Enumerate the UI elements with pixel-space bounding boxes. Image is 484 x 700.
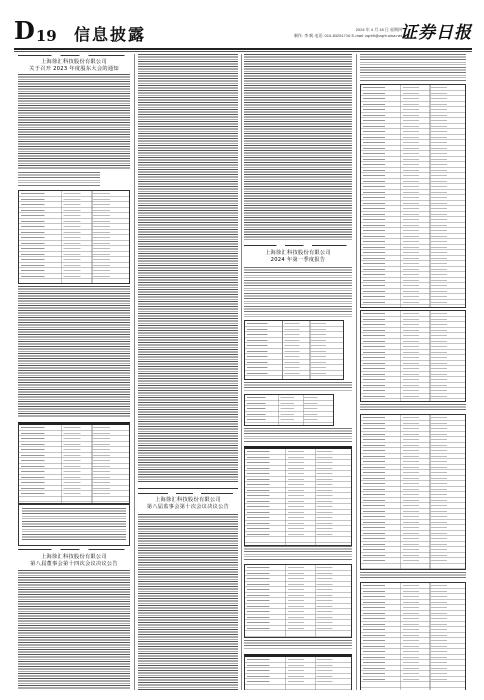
column-divider <box>356 54 357 690</box>
column-4 <box>360 54 466 690</box>
top-holders-table <box>244 654 352 690</box>
balance-sheet-table <box>360 84 466 308</box>
masthead <box>14 18 472 48</box>
cash-flow-continued-table <box>360 582 466 690</box>
column-divider <box>134 54 135 690</box>
divider <box>138 488 238 489</box>
masthead-thin-rule <box>14 51 472 52</box>
proposals-table <box>18 190 130 284</box>
article-body-text <box>360 572 466 580</box>
security-code-line <box>18 54 130 57</box>
article-body-text <box>138 54 238 482</box>
issue-date: 2024 年 4 月 18 日 星期四 <box>355 27 402 32</box>
board-resolution-company: 上海徐汇科技股份有限公司 <box>41 554 107 560</box>
article-body-text <box>244 546 352 560</box>
financial-data-table <box>244 320 344 380</box>
supervisory-resolution-title: 第八届监事会第十次会议决议公告 <box>146 503 230 510</box>
annual-meeting-company: 上海徐汇科技股份有限公司 <box>41 59 107 65</box>
quarterly-report-headline <box>244 250 352 263</box>
security-code-line <box>138 492 238 495</box>
quarterly-report-company: 上海徐汇科技股份有限公司 <box>265 250 331 256</box>
annual-meeting-title: 关于召开 2023 年度股东大会的通知 <box>29 65 119 72</box>
article-body-text <box>18 172 100 186</box>
supervisory-resolution-headline <box>138 497 238 510</box>
article-body-text <box>244 54 352 240</box>
article-body-text <box>18 570 130 690</box>
section-code <box>14 18 56 47</box>
proxy-form-box <box>18 504 130 546</box>
column-1 <box>18 54 130 690</box>
column-2 <box>138 54 238 690</box>
annual-meeting-headline <box>18 59 130 72</box>
masthead-rule <box>14 48 472 50</box>
article-body-text <box>244 382 352 392</box>
shareholders-table <box>244 564 352 638</box>
board-resolution-title: 第八届董事会第十四次会议决议公告 <box>30 560 118 567</box>
change-reasons-table <box>244 446 352 546</box>
article-body-text <box>18 74 130 170</box>
column-divider <box>241 54 242 690</box>
non-recurring-table <box>244 394 334 426</box>
voting-table <box>18 422 130 504</box>
security-code-line <box>18 548 130 551</box>
board-resolution-headline <box>18 554 130 567</box>
income-statement-table <box>360 310 466 402</box>
cash-flow-table <box>360 414 466 570</box>
article-body-text <box>18 286 130 418</box>
article-body-text <box>360 54 466 82</box>
newspaper-logo: 证券日报 <box>400 23 472 43</box>
section-title: 信息披露 <box>74 25 147 44</box>
article-body-text <box>360 404 466 412</box>
security-code-line <box>244 244 352 247</box>
article-body-text <box>244 428 352 442</box>
column-3 <box>244 54 352 690</box>
section-letter: D <box>14 16 35 45</box>
section-number: 19 <box>35 27 57 45</box>
article-body-text <box>244 640 352 650</box>
editor-contact: 制作: 李 帆 电话: 010-83251716 E-mail: zqrb9@zqrb.sina.net <box>293 33 402 38</box>
article-body-text <box>138 514 238 690</box>
article-body-text <box>244 267 352 317</box>
supervisory-resolution-company: 上海徐汇科技股份有限公司 <box>155 497 221 503</box>
quarterly-report-title: 2024 年第一季度报告 <box>270 256 326 263</box>
